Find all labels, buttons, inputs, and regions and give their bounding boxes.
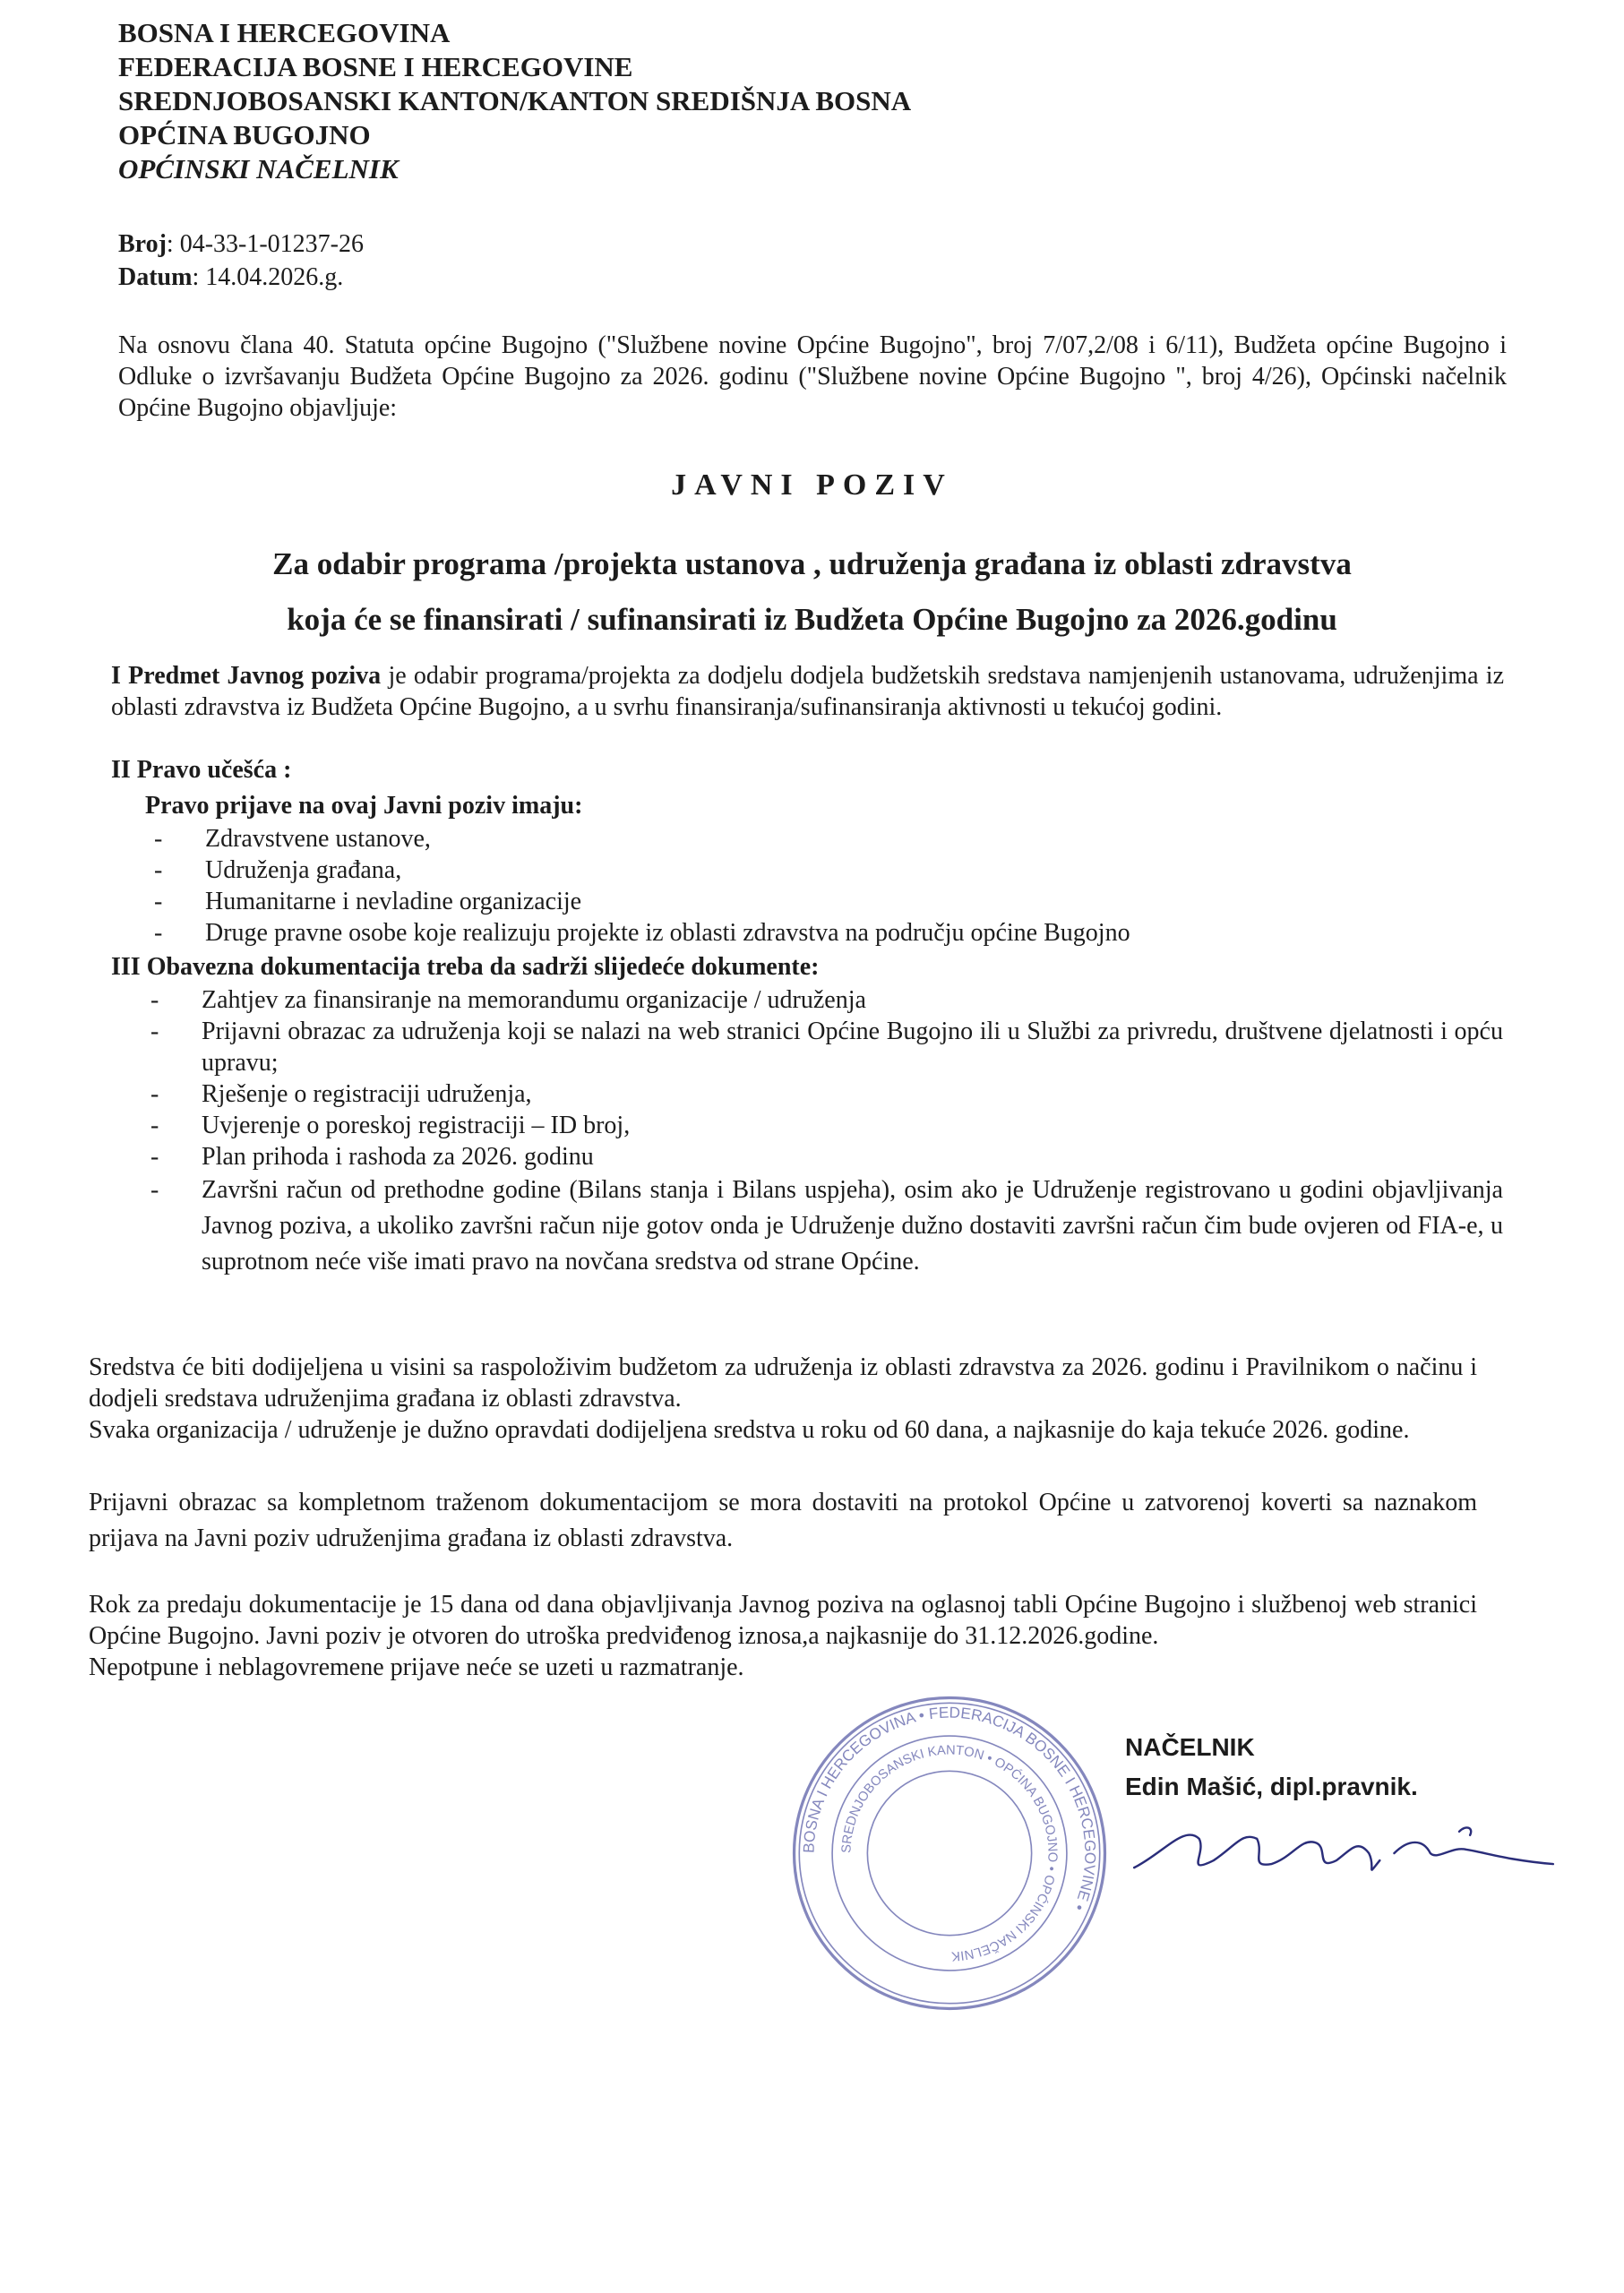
- list-item: - Udruženja građana,: [154, 856, 402, 884]
- list-item: - Plan prihoda i rashoda za 2026. godinu: [150, 1143, 594, 1171]
- handwritten-signature: [1120, 1799, 1568, 1907]
- list-item: - Uvjerenje o poreskoj registraciji – ID broj,: [150, 1112, 631, 1139]
- document-subtitle: [0, 537, 1624, 648]
- header-line: BOSNA I HERCEGOVINA: [118, 17, 451, 48]
- document-meta: [118, 228, 1624, 294]
- document-header: [118, 16, 1624, 186]
- section-1: [111, 660, 1504, 723]
- deadline-paragraph: Rok za predaju dokumentacije je 15 dana od dana objavljivanja Javnog poziva na oglasnoj tabli Općine Bugojno i službenoj web stranici Općine Bugojno. Javni poziv je otvoren do utroška predviđenog iznosa,a najkasnije do 31.12.2026.godine.: [89, 1591, 1477, 1650]
- official-stamp: [788, 1692, 1111, 2014]
- section-2-list: [154, 823, 1498, 949]
- section-2-heading: II Pravo učešća :: [111, 756, 292, 784]
- header-line: SREDNJOBOSANSKI KANTON/KANTON SREDIŠNJA BOSNA: [118, 85, 912, 116]
- list-item: - Zahtjev za finansiranje na memorandumu organizacije / udruženja: [150, 986, 866, 1014]
- list-item: - Zdravstvene ustanove,: [154, 825, 431, 853]
- stamp-outer-text: BOSNA I HERCEGOVINA • FEDERACIJA BOSNE I HERCEGOVINE •: [799, 1703, 1100, 1914]
- section-2-subheading: Pravo prijave na ovaj Javni poziv imaju:: [145, 792, 583, 820]
- datum-value: : 14.04.2026.g.: [192, 263, 344, 291]
- section-3-heading: III Obavezna dokumentacija treba da sadrži slijedeće dokumente:: [111, 953, 820, 981]
- funds-paragraph: Sredstva će biti dodijeljena u visini sa raspoloživim budžetom za udruženja iz oblasti zdravstva za 2026. godinu i Pravilnikom o načinu i dodjeli sredstava udruženjima građana iz oblasti zdravstva. Svaka organizacija / udruženje je dužno opravdati dodijeljena sredstva u roku od 60 dana, a najkasnije do kaja tekuće 2026. godine.: [89, 1353, 1477, 1444]
- subtitle-line: koja će se finansirati / sufinansirati iz Budžeta Općine Bugojno za 2026.godinu: [287, 602, 1337, 637]
- submit-paragraph: Prijavni obrazac sa kompletnom traženom dokumentacijom se mora dostaviti na protokol Općine u zatvorenoj koverti sa naznakom prijava na Javni poziv udruženjima građana iz oblasti zdravstva.: [89, 1489, 1477, 1552]
- header-line: OPĆINA BUGOJNO: [118, 119, 371, 150]
- list-item: - Druge pravne osobe koje realizuju projekte iz oblasti zdravstva na području općine Bugojno: [154, 919, 1130, 947]
- list-item: - Prijavni obrazac za udruženja koji se nalazi na web stranici Općine Bugojno ili u Službi za privredu, društvene djelatnosti i opću upravu;: [150, 1018, 1503, 1077]
- intro-paragraph: Na osnovu člana 40. Statuta općine Bugojno ("Službene novine Općine Bugojno", broj 7/07,2/08 i 6/11), Budžeta općine Bugojno i Odluke o izvršavanju Budžeta Općine Bugojno za 2026. godinu ("Službene novine Općine Bugojno ", broj 4/26), Općinski načelnik Općine Bugojno objavljuje:: [118, 331, 1507, 422]
- header-office: OPĆINSKI NAČELNIK: [118, 153, 399, 185]
- section-3-list: [150, 984, 1503, 1280]
- incomplete-paragraph: Nepotpune i neblagovremene prijave neće se uzeti u razmatranje.: [89, 1653, 744, 1681]
- section-1-heading: I Predmet Javnog poziva: [111, 662, 382, 690]
- subtitle-line: Za odabir programa /projekta ustanova , udruženja građana iz oblasti zdravstva: [272, 546, 1352, 581]
- signature-name: Edin Mašić, dipl.pravnik.: [1125, 1773, 1418, 1800]
- broj-label: Broj: [118, 230, 167, 258]
- signature-area: [0, 1692, 1624, 2050]
- document-title: JAVNI POZIV: [671, 468, 953, 502]
- list-item: - Rješenje o registraciji udruženja,: [150, 1080, 532, 1108]
- signature-role: NAČELNIK: [1125, 1733, 1255, 1761]
- datum-label: Datum: [118, 263, 193, 291]
- stamp-inner-text: SREDNJOBOSANSKI KANTON • OPĆINA BUGOJNO • OPĆINSKI NAČELNIK: [839, 1743, 1060, 1963]
- section-1-text: je odabir programa/projekta za dodjelu dodjela budžetskih sredstava namjenjenih ustanovama, udruženjima iz oblasti zdravstva iz Budžeta Općine Bugojno, a u svrhu finansiranja/sufinansiranja aktivnosti u tekućoj godini.: [111, 662, 1504, 721]
- signature-block: [1125, 1728, 1418, 1807]
- list-item: - Završni račun od prethodne godine (Bilans stanja i Bilans uspjeha), osim ako je Udruženje registrovano u godini objavljivanja Javnog poziva, a ukoliko završni račun nije gotov onda je Udruženje dužno dostaviti završni račun čim bude ovjeren od FIA-e, u suprotnom neće više imati pravo na novčana sredstva od strane Općine.: [150, 1176, 1503, 1275]
- broj-value: : 04-33-1-01237-26: [166, 230, 364, 258]
- list-item: - Humanitarne i nevladine organizacije: [154, 888, 582, 915]
- header-line: FEDERACIJA BOSNE I HERCEGOVINE: [118, 51, 633, 82]
